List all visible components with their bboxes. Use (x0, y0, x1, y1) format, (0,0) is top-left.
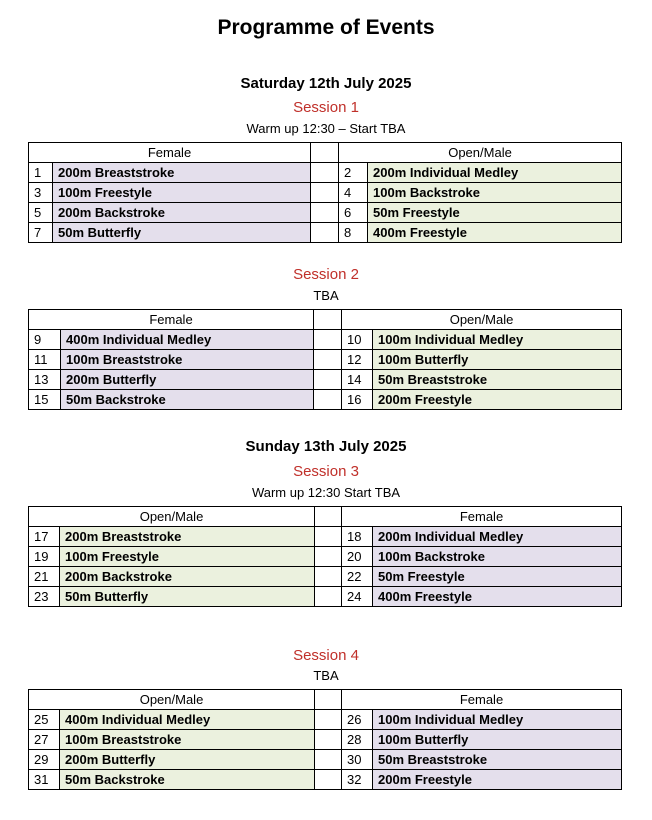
event-number: 20 (342, 547, 373, 567)
table-header-row (29, 507, 622, 527)
event-name: 400m Freestyle (368, 223, 622, 243)
event-name: 200m Butterfly (60, 750, 315, 770)
day-heading-saturday: Saturday 12th July 2025 (240, 75, 412, 92)
event-name: 100m Individual Medley (373, 330, 622, 350)
event-name: 200m Butterfly (61, 370, 314, 390)
column-gap (315, 547, 342, 567)
event-name: 50m Breaststroke (373, 750, 622, 770)
event-number: 15 (29, 390, 61, 410)
event-number: 13 (29, 370, 61, 390)
column-gap (311, 183, 339, 203)
column-gap (311, 223, 339, 243)
table-row (29, 730, 622, 750)
event-number: 14 (342, 370, 373, 390)
event-name: 50m Butterfly (60, 587, 315, 607)
table-row (29, 390, 622, 410)
event-number: 6 (339, 203, 368, 223)
left-column-header: Female (29, 310, 314, 330)
column-gap (314, 330, 342, 350)
event-number: 23 (29, 587, 60, 607)
event-name: 100m Freestyle (53, 183, 311, 203)
table-header-row (29, 310, 622, 330)
column-gap (314, 350, 342, 370)
event-name: 50m Backstroke (60, 770, 315, 790)
table-row (29, 223, 622, 243)
column-gap (315, 770, 342, 790)
session-4-title: Session 4 (293, 647, 359, 664)
session-3-table (28, 506, 622, 607)
event-number: 2 (339, 163, 368, 183)
event-number: 29 (29, 750, 60, 770)
session-1-table (28, 142, 622, 243)
column-gap (314, 310, 342, 330)
column-gap (311, 203, 339, 223)
event-name: 50m Butterfly (53, 223, 311, 243)
event-name: 100m Breaststroke (60, 730, 315, 750)
table-row (29, 370, 622, 390)
event-number: 27 (29, 730, 60, 750)
event-name: 100m Butterfly (373, 730, 622, 750)
event-number: 31 (29, 770, 60, 790)
session-3-subtitle: Warm up 12:30 Start TBA (251, 485, 401, 500)
event-number: 21 (29, 567, 60, 587)
table-row (29, 710, 622, 730)
table-header-row (29, 690, 622, 710)
event-name: 200m Individual Medley (368, 163, 622, 183)
session-2-subtitle: TBA (313, 288, 339, 303)
column-gap (315, 567, 342, 587)
right-column-header: Open/Male (339, 143, 622, 163)
event-number: 10 (342, 330, 373, 350)
event-number: 17 (29, 527, 60, 547)
table-row (29, 770, 622, 790)
right-column-header: Female (342, 690, 622, 710)
table-row (29, 203, 622, 223)
event-number: 5 (29, 203, 53, 223)
left-column-header: Open/Male (29, 507, 315, 527)
event-name: 200m Backstroke (60, 567, 315, 587)
event-name: 100m Butterfly (373, 350, 622, 370)
column-gap (314, 370, 342, 390)
event-number: 19 (29, 547, 60, 567)
event-name: 400m Individual Medley (60, 710, 315, 730)
event-number: 12 (342, 350, 373, 370)
event-name: 200m Breaststroke (53, 163, 311, 183)
table-row (29, 547, 622, 567)
event-name: 200m Breaststroke (60, 527, 315, 547)
event-number: 24 (342, 587, 373, 607)
session-2-title: Session 2 (293, 266, 359, 283)
table-row (29, 183, 622, 203)
column-gap (315, 690, 342, 710)
event-number: 30 (342, 750, 373, 770)
event-name: 100m Freestyle (60, 547, 315, 567)
session-3-title: Session 3 (293, 463, 359, 480)
event-number: 25 (29, 710, 60, 730)
event-name: 50m Freestyle (368, 203, 622, 223)
table-header-row (29, 143, 622, 163)
event-number: 28 (342, 730, 373, 750)
column-gap (315, 507, 342, 527)
event-name: 50m Freestyle (373, 567, 622, 587)
event-number: 4 (339, 183, 368, 203)
event-name: 200m Individual Medley (373, 527, 622, 547)
event-number: 22 (342, 567, 373, 587)
event-number: 7 (29, 223, 53, 243)
table-row (29, 163, 622, 183)
column-gap (315, 710, 342, 730)
column-gap (315, 587, 342, 607)
table-row (29, 750, 622, 770)
event-number: 32 (342, 770, 373, 790)
event-name: 400m Individual Medley (61, 330, 314, 350)
event-name: 100m Backstroke (373, 547, 622, 567)
day-heading-sunday: Sunday 13th July 2025 (245, 438, 407, 455)
event-name: 100m Breaststroke (61, 350, 314, 370)
session-2-table (28, 309, 622, 410)
session-4-subtitle: TBA (313, 668, 339, 683)
table-row (29, 330, 622, 350)
event-number: 16 (342, 390, 373, 410)
table-row (29, 527, 622, 547)
event-number: 8 (339, 223, 368, 243)
session-4-table (28, 689, 622, 790)
event-number: 26 (342, 710, 373, 730)
event-number: 9 (29, 330, 61, 350)
page-title: Programme of Events (217, 16, 435, 39)
event-number: 18 (342, 527, 373, 547)
event-name: 200m Backstroke (53, 203, 311, 223)
event-name: 400m Freestyle (373, 587, 622, 607)
table-row (29, 350, 622, 370)
event-name: 200m Freestyle (373, 390, 622, 410)
column-gap (311, 163, 339, 183)
event-number: 3 (29, 183, 53, 203)
event-name: 50m Backstroke (61, 390, 314, 410)
event-name: 100m Backstroke (368, 183, 622, 203)
left-column-header: Open/Male (29, 690, 315, 710)
column-gap (315, 527, 342, 547)
session-1-subtitle: Warm up 12:30 – Start TBA (246, 121, 406, 136)
event-number: 11 (29, 350, 61, 370)
column-gap (311, 143, 339, 163)
right-column-header: Female (342, 507, 622, 527)
event-name: 200m Freestyle (373, 770, 622, 790)
table-row (29, 567, 622, 587)
left-column-header: Female (29, 143, 311, 163)
column-gap (315, 750, 342, 770)
event-number: 1 (29, 163, 53, 183)
column-gap (314, 390, 342, 410)
session-1-title: Session 1 (293, 99, 359, 116)
column-gap (315, 730, 342, 750)
right-column-header: Open/Male (342, 310, 622, 330)
event-name: 100m Individual Medley (373, 710, 622, 730)
event-name: 50m Breaststroke (373, 370, 622, 390)
table-row (29, 587, 622, 607)
